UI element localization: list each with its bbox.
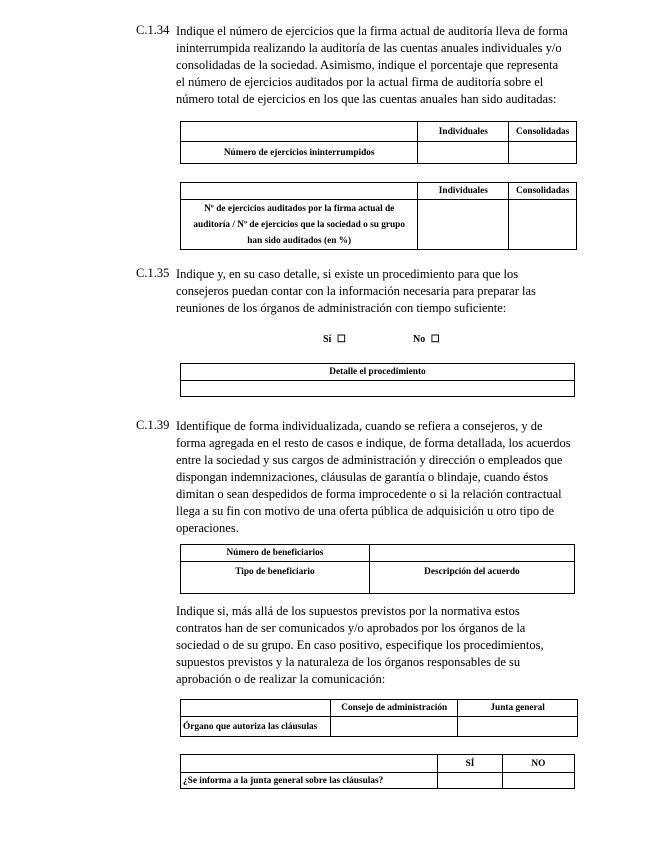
- text-line: operaciones.: [176, 521, 239, 535]
- empty-header-cell: [181, 183, 418, 200]
- row-label-line: Nº de ejercicios auditados por la firma actual de: [204, 203, 395, 214]
- column-header: Junta general: [458, 700, 578, 717]
- row-label-line: auditoría / Nº de ejercicios que la sociedad o su grupo: [193, 219, 405, 230]
- text-line: ininterrumpida realizando la auditoría de las cuentas anuales individuales y/o: [176, 41, 562, 55]
- question-text: [176, 418, 582, 537]
- text-line: aprobación o de realizar la comunicación:: [176, 672, 386, 686]
- value-cell[interactable]: [458, 717, 578, 737]
- text-line: el número de ejercicios auditados por la actual firma de auditoría sobre el: [176, 75, 544, 89]
- text-line: llega a su fin con motivo de una oferta pública de adquisición u otro tipo de: [176, 504, 555, 518]
- row-label: ¿Se informa a la junta general sobre las cláusulas?: [181, 773, 438, 789]
- yes-checkbox-icon[interactable]: ☐: [336, 334, 346, 345]
- column-header: Detalle el procedimiento: [181, 364, 575, 381]
- text-line: forma agregada en el resto de casos e indique, de forma detallada, los acuerdos: [176, 436, 571, 450]
- audit-years-table: [180, 121, 577, 164]
- no-checkbox-icon[interactable]: ☐: [430, 334, 440, 345]
- value-cell[interactable]: [509, 200, 577, 250]
- empty-header-cell: [181, 122, 418, 142]
- procedure-table: [180, 363, 575, 397]
- beneficiaries-table: [180, 544, 575, 594]
- text-line: Identifique de forma individualizada, cuando se refiera a consejeros, y de: [176, 419, 543, 433]
- text-line: dispongan indemnizaciones, cláusulas de garantía o blindaje, cuando éstos: [176, 470, 549, 484]
- value-cell[interactable]: [418, 200, 509, 250]
- shareholders-informed-table: [180, 754, 575, 789]
- value-cell[interactable]: [369, 545, 574, 562]
- column-header: Tipo de beneficiario: [181, 562, 370, 594]
- empty-header-cell: [181, 700, 331, 717]
- value-cell[interactable]: [418, 142, 509, 164]
- row-label: [181, 200, 418, 250]
- value-cell[interactable]: [509, 142, 577, 164]
- text-line: supuestos previstos y la naturaleza de los órganos responsables de su: [176, 655, 521, 669]
- row-label: Órgano que autoriza las cláusulas: [181, 717, 331, 737]
- question-number: C.1.39: [136, 418, 170, 432]
- question-number: C.1.35: [136, 266, 170, 280]
- question-text: [176, 266, 582, 317]
- column-header: SÍ: [438, 755, 502, 773]
- empty-header-cell: [181, 755, 438, 773]
- row-label: Número de ejercicios ininterrumpidos: [181, 142, 418, 164]
- no-label: No: [413, 334, 426, 345]
- column-header: NO: [502, 755, 574, 773]
- text-line: dimitan o sean despedidos de forma improcedente o si la relación contractual: [176, 487, 562, 501]
- column-header: Descripción del acuerdo: [369, 562, 574, 594]
- value-cell[interactable]: [438, 773, 502, 789]
- value-cell[interactable]: [502, 773, 574, 789]
- column-header: Individuales: [418, 122, 509, 142]
- no-option[interactable]: [413, 334, 440, 345]
- text-line: Indique y, en su caso detalle, si existe un procedimiento para que los: [176, 267, 519, 281]
- column-header: Consolidadas: [509, 183, 577, 200]
- text-line: contratos han de ser comunicados y/o aprobados por los órganos de la: [176, 621, 526, 635]
- column-header: Individuales: [418, 183, 509, 200]
- yes-option[interactable]: [323, 334, 346, 345]
- row-label-line: han sido auditados (en %): [247, 235, 352, 246]
- text-line: sociedad o de su grupo. En caso positivo, especifique los procedimientos,: [176, 638, 544, 652]
- value-cell[interactable]: [181, 381, 575, 397]
- question-number: C.1.34: [136, 23, 170, 37]
- text-line: número total de ejercicios en los que las cuentas anuales han sido auditadas:: [176, 92, 557, 106]
- audit-percentage-table: [180, 182, 577, 250]
- column-header: Consejo de administración: [331, 700, 458, 717]
- value-cell[interactable]: [331, 717, 458, 737]
- text-line: consolidadas de la sociedad. Asimismo, indique el porcentaje que representa: [176, 58, 559, 72]
- yes-label: Sí: [323, 334, 332, 345]
- question-text: [176, 603, 582, 688]
- text-line: entre la sociedad y sus cargos de administración y dirección o empleados que: [176, 453, 563, 467]
- row-label: Número de beneficiarios: [181, 545, 370, 562]
- text-line: consejeros puedan contar con la información necesaria para preparar las: [176, 284, 536, 298]
- text-line: Indique si, más allá de los supuestos previstos por la normativa estos: [176, 604, 520, 618]
- question-text: [176, 23, 582, 108]
- column-header: Consolidadas: [509, 122, 577, 142]
- text-line: Indique el número de ejercicios que la firma actual de auditoría lleva de forma: [176, 24, 568, 38]
- text-line: reuniones de los órganos de administración con tiempo suficiente:: [176, 301, 507, 315]
- authorizing-body-table: [180, 699, 578, 737]
